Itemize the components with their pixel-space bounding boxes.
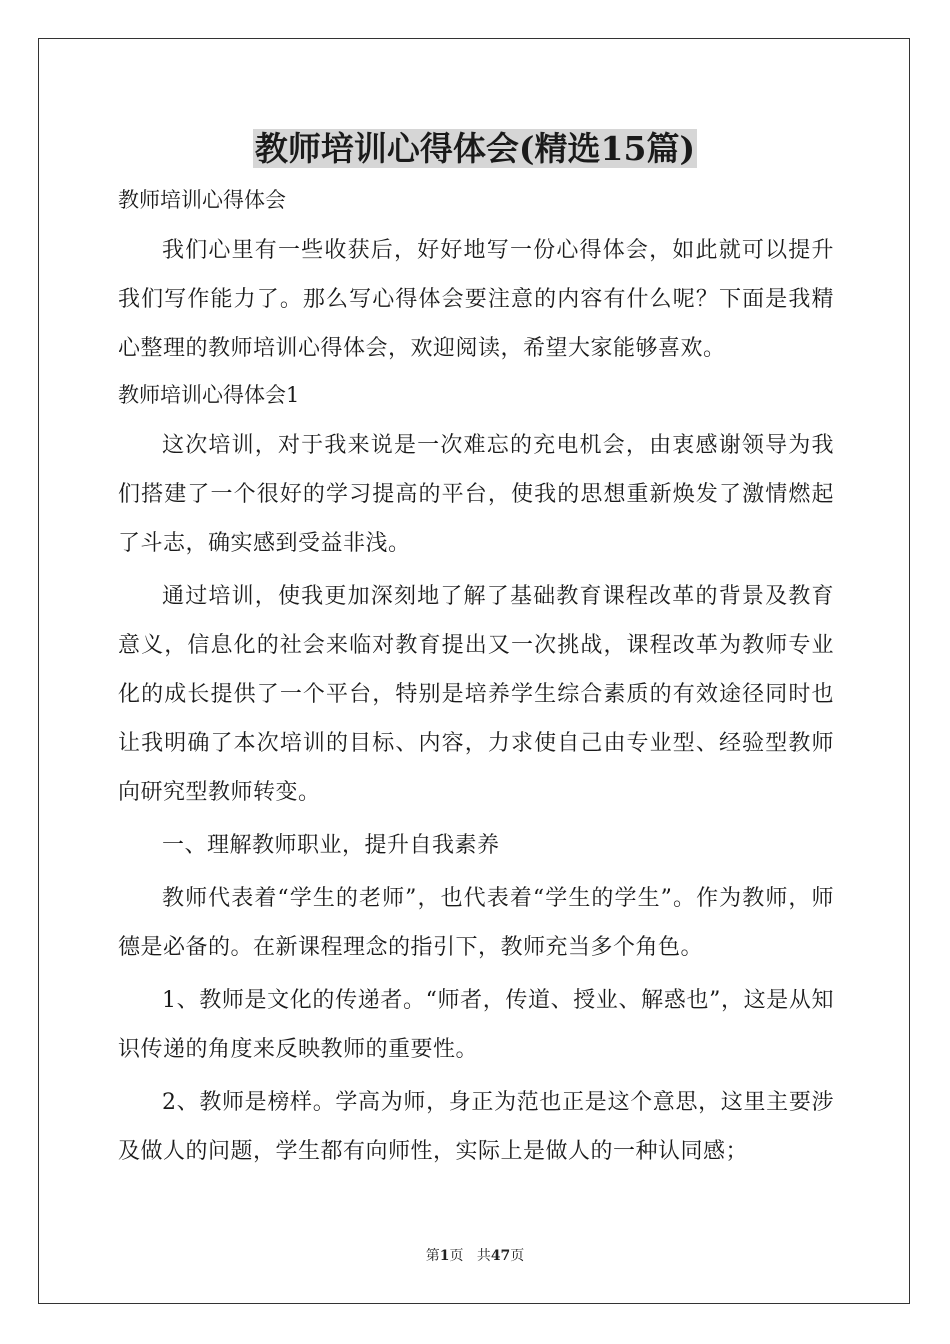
section-heading: 教师培训心得体会1 (118, 383, 300, 407)
paragraph: 这次培训，对于我来说是一次难忘的充电机会，由衷感谢领导为我们搭建了一个很好的学习提高的平台，使我的思想重新焕发了激情燃起了斗志，确实感到受益非浅。 (118, 433, 834, 556)
total-prefix: 共 (476, 1248, 491, 1264)
paragraph: 2、教师是榜样。学高为师，身正为范也正是这个意思，这里主要涉及做人的问题，学生都有向师性，实际上是做人的一种认同感； (118, 1090, 834, 1164)
paragraph: 我们心里有一些收获后，好好地写一份心得体会，如此就可以提升我们写作能力了。那么写心得体会要注意的内容有什么呢？下面是我精心整理的教师培训心得体会，欢迎阅读，希望大家能够喜欢。 (118, 238, 834, 361)
page-footer (0, 1246, 950, 1266)
subsection-heading: 一、理解教师职业，提升自我素养 (162, 833, 500, 858)
paragraph: 教师代表着“学生的老师”，也代表着“学生的学生”。作为教师，师德是必备的。在新课程理念的指引下，教师充当多个角色。 (118, 886, 834, 960)
page-number: 1 (439, 1248, 450, 1264)
page-prefix: 第 (425, 1248, 440, 1264)
document-title-text: 教师培训心得体会(精选15篇) (254, 129, 696, 168)
total-pages: 47 (490, 1248, 511, 1264)
document-body (118, 178, 834, 1176)
paragraph: 1、教师是文化的传递者。“师者，传道、授业、解惑也”，这是从知识传递的角度来反映教师的重要性。 (118, 988, 834, 1062)
total-suffix: 页 (510, 1248, 525, 1264)
page-suffix: 页 (449, 1248, 464, 1264)
paragraph: 通过培训，使我更加深刻地了解了基础教育课程改革的背景及教育意义，信息化的社会来临对教育提出又一次挑战，课程改革为教师专业化的成长提供了一个平台，特别是培养学生综合素质的有效途径同时也让我明确了本次培训的目标、内容，力求使自己由专业型、经验型教师向研究型教师转变。 (118, 584, 834, 805)
section-heading: 教师培训心得体会 (118, 188, 286, 212)
document-title (0, 126, 950, 172)
